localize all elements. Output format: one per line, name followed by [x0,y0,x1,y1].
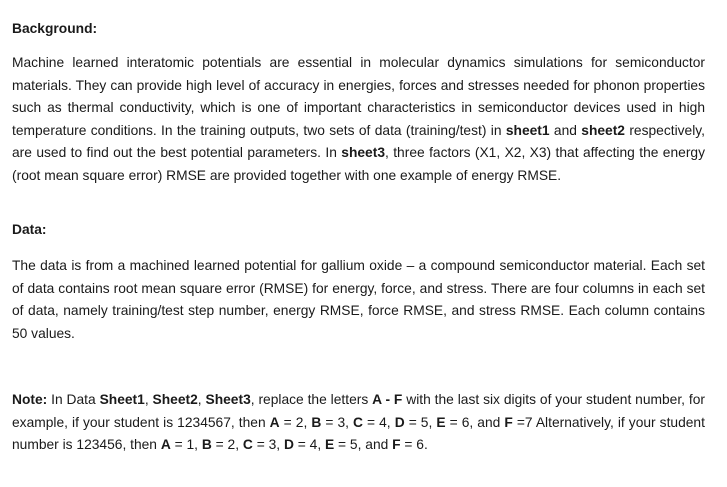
text-run: = 4, [362,414,395,430]
text-run: =7 Alternatively, if your student number is 123456, then [12,414,705,453]
bold-text: E [325,437,335,453]
note-paragraph [12,389,705,457]
text-run: with the last six digits of your student number, for example, if your student is 1234567, then [12,392,706,430]
data-paragraph [12,255,705,345]
text-run: = 3, [321,414,354,430]
text-run: and [549,122,582,138]
bold-text: E [436,414,446,430]
bold-text: Sheet3 [205,392,251,407]
bold-text: F [504,414,513,430]
text-run: , [144,392,153,407]
bold-text: C [353,414,363,430]
bold-text: A - F [372,392,403,407]
text-run: In Data [47,392,100,407]
text-run: , three factors (X1, X2, X3) that affecting the energy (root mean square error) RMSE are provided together with one example of energy RMSE. [12,145,705,183]
bold-text: sheet2 [581,122,625,138]
text-run: = 4, [293,437,325,453]
bold-text: sheet3 [341,145,385,161]
bold-text: A [269,414,280,430]
bold-text: D [283,437,294,453]
text-run: = 1, [170,437,202,453]
text-run: = 6. [400,437,428,453]
text-run: = 2, [211,437,243,453]
bold-text: F [392,437,401,453]
bold-text: sheet1 [505,122,550,138]
text-run: , replace the letters [250,392,373,407]
text-run: The data is from a machined learned potential for gallium oxide – a compound semiconductor material. Each set of data contains root mean square error (RMSE) for energy, force, and stress. There are four columns in each set of data, namely training/test step number, energy RMSE, force RMSE, and stress RMSE. Each column contains 50 values. [12,258,705,341]
text-run: , [197,392,206,407]
background-paragraph [12,52,705,188]
bold-text: B [201,437,212,453]
bold-text: Note: [12,392,48,407]
text-run: = 5, [404,414,437,430]
bold-text: D [394,414,405,430]
bold-text: A [160,437,171,453]
data-heading: Data: [12,222,47,237]
text-run: respectively, are used to find out the best potential parameters. In [12,122,705,161]
bold-text: Sheet1 [99,392,145,407]
text-run: Machine learned interatomic potentials are essential in molecular dynamics simulations for semiconductor materials. They can provide high level of accuracy in energies, forces and stresses needed for phonon properties such as thermal conductivity, which is one of important characteristics in semiconductor devices used in high temperature conditions. In the training outputs, two sets of data (training/test) in [12,55,705,138]
text-run: = 5, and [334,437,393,453]
text-run: = 3, [252,437,284,453]
text-run: = 2, [279,414,312,430]
background-heading: Background: [12,21,98,36]
bold-text: Sheet2 [152,392,198,407]
bold-text: B [311,414,322,430]
text-run: = 6, and [445,414,505,430]
bold-text: C [242,437,253,453]
